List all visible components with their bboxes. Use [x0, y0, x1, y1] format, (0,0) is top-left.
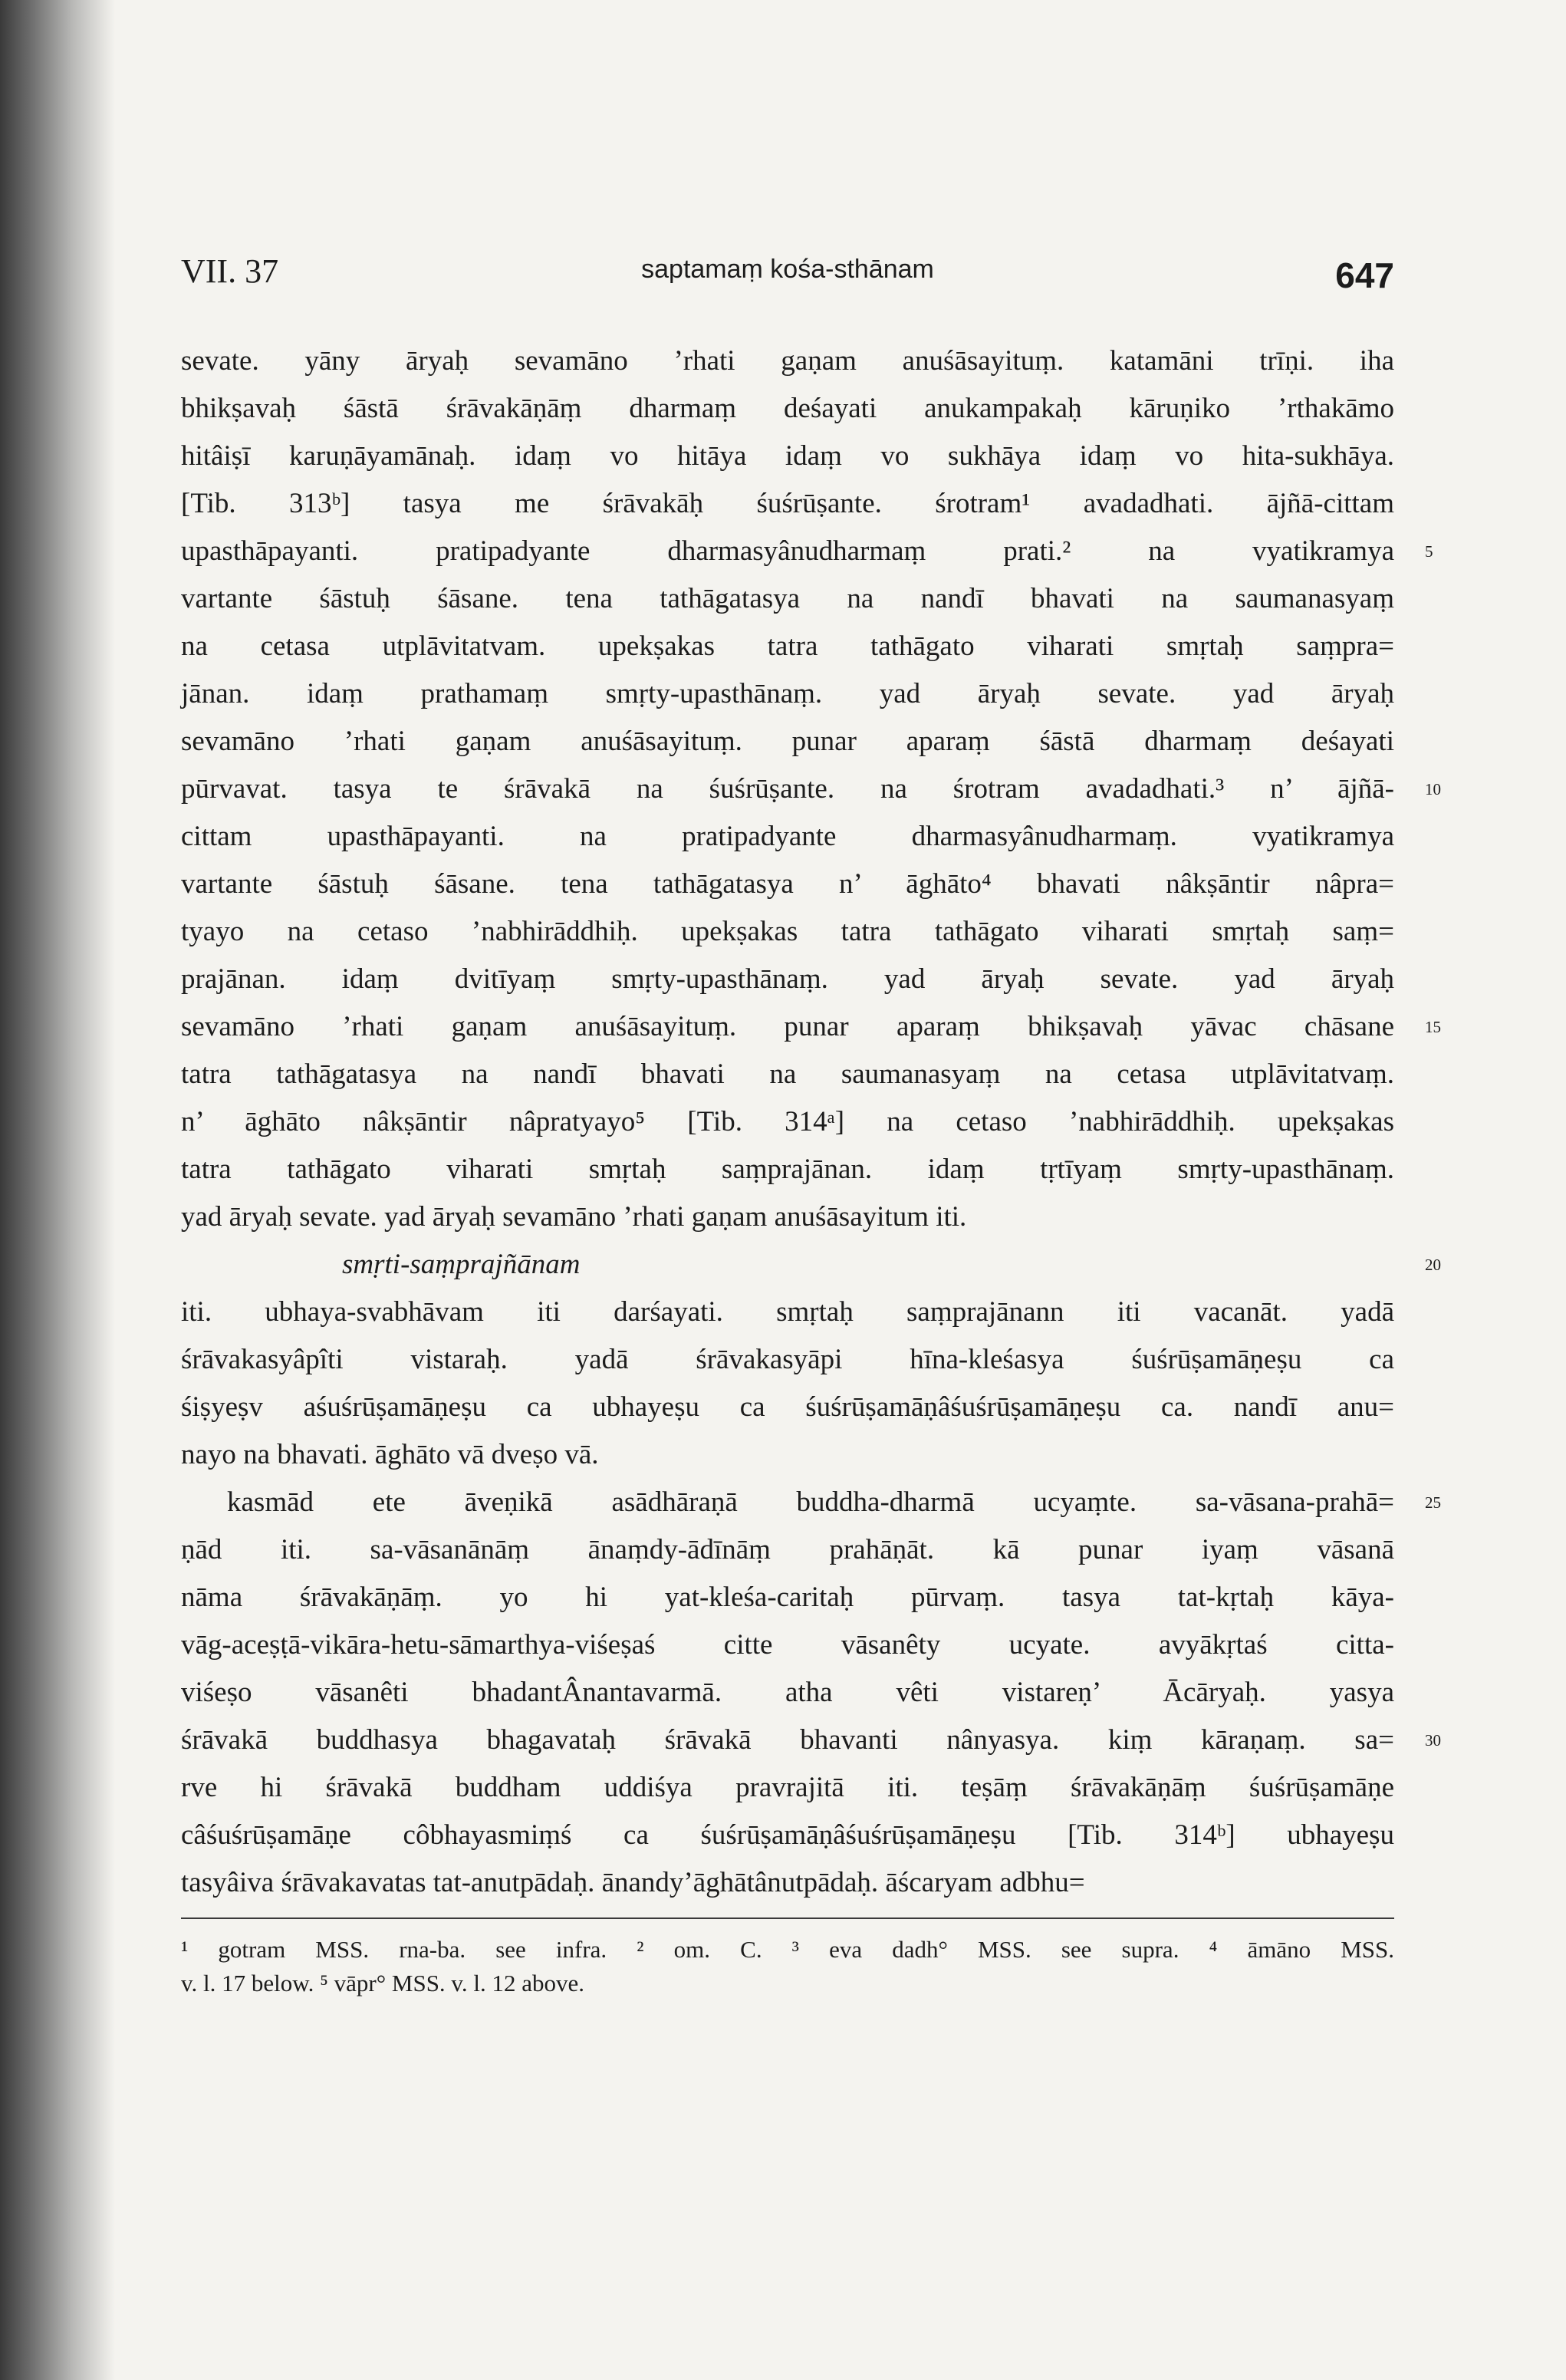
line-text: rve hi śrāvakā buddham uddiśya pravrajitā iti. teṣāṃ śrāvakāṇāṃ śuśrūṣamāṇe: [181, 1772, 1394, 1803]
line-text: śiṣyeṣv aśuśrūṣamāṇeṣu ca ubhayeṣu ca śuśrūṣamāṇâśuśrūṣamāṇeṣu ca. nandī anu=: [181, 1391, 1394, 1423]
text-line: [181, 1717, 1441, 1764]
line-text: pūrvavat. tasya te śrāvakā na śuśrūṣante. na śrotram avadadhati.³ n’ ājñā-: [181, 773, 1394, 805]
text-line: [181, 1098, 1394, 1146]
running-title: saptamaṃ kośa-sthānam: [641, 255, 934, 284]
line-text: jānan. idaṃ prathamaṃ smṛty-upasthānaṃ. yad āryaḥ sevate. yad āryaḥ: [181, 678, 1394, 709]
line-number: 10: [1425, 780, 1441, 798]
line-text: [Tib. 313ᵇ] tasya me śrāvakāḥ śuśrūṣante. śrotram¹ avadadhati. ājñā-cittam: [181, 488, 1394, 519]
line-text: hitâiṣī karuṇāyamānaḥ. idaṃ vo hitāya idaṃ vo sukhāya idaṃ vo hita-sukhāya.: [181, 440, 1394, 472]
text-line: [181, 1669, 1394, 1717]
line-text: vartante śāstuḥ śāsane. tena tathāgatasya na nandī bhavati na saumanasyaṃ: [181, 583, 1394, 614]
line-text: sevamāno ’rhati gaṇam anuśāsayituṃ. punar aparaṃ śāstā dharmaṃ deśayati: [181, 726, 1394, 757]
page-number: 647: [1335, 255, 1394, 295]
line-number: 25: [1425, 1493, 1441, 1512]
text-line: [181, 1479, 1441, 1526]
line-text: tatra tathāgato viharati smṛtaḥ saṃprajānan. idaṃ tṛtīyaṃ smṛty-upasthānaṃ.: [181, 1154, 1394, 1185]
line-text: tyayo na cetaso ’nabhirāddhiḥ. upekṣakas tatra tathāgato viharati smṛtaḥ saṃ=: [181, 916, 1394, 947]
text-line: [181, 1146, 1394, 1193]
line-text: kasmād ete āveṇikā asādhāraṇā buddha-dharmā ucyaṃte. sa-vāsana-prahā=: [227, 1486, 1394, 1518]
line-text: śrāvakā buddhasya bhagavataḥ śrāvakā bhavanti nânyasya. kiṃ kāraṇaṃ. sa=: [181, 1724, 1394, 1756]
chapter-number: VII. 37: [181, 252, 279, 290]
text-line: [181, 575, 1394, 623]
line-text: yad āryaḥ sevate. yad āryaḥ sevamāno ’rhati gaṇam anuśāsayitum iti.: [181, 1201, 967, 1233]
text-line: [181, 385, 1394, 433]
line-text: ṇād iti. sa-vāsanānāṃ ānaṃdy-ādīnāṃ prahāṇāt. kā punar iyaṃ vāsanā: [181, 1534, 1394, 1565]
line-number: 30: [1425, 1731, 1441, 1750]
text-line: [181, 337, 1394, 385]
line-text: vāg-aceṣṭā-vikāra-hetu-sāmarthya-viśeṣaś citte vāsanêty ucyate. avyākṛtaś citta-: [181, 1629, 1394, 1661]
text-line: [181, 670, 1394, 718]
text-line: [181, 1193, 1394, 1241]
text-line: [181, 718, 1394, 765]
footnotes: [181, 1933, 1394, 2000]
line-text: tasyâiva śrāvakavatas tat-anutpādaḥ. ānandy’āghātânutpādaḥ. āścaryam adbhu=: [181, 1867, 1085, 1898]
text-line: [181, 1431, 1394, 1479]
text-line: [181, 765, 1441, 813]
line-text: nayo na bhavati. āghāto vā dveṣo vā.: [181, 1439, 599, 1470]
line-text: câśuśrūṣamāṇe côbhayasmiṃś ca śuśrūṣamāṇâśuśrūṣamāṇeṣu [Tib. 314ᵇ] ubhayeṣu: [181, 1819, 1394, 1851]
line-number: 20: [1425, 1256, 1441, 1274]
line-text: viśeṣo vāsanêti bhadantÂnantavarmā. atha vêti vistareṇ’ Ācāryaḥ. yasya: [181, 1677, 1394, 1708]
text-line: [181, 623, 1394, 670]
text-line: [181, 1812, 1394, 1859]
text-line: [181, 1384, 1394, 1431]
line-text: sevamāno ’rhati gaṇam anuśāsayituṃ. punar aparaṃ bhikṣavaḥ yāvac chāsane: [181, 1011, 1394, 1042]
line-text: na cetasa utplāvitatvam. upekṣakas tatra tathāgato viharati smṛtaḥ saṃpra=: [181, 630, 1394, 662]
main-text: [181, 337, 1441, 1907]
text-line: [181, 1241, 1441, 1289]
text-line: [181, 528, 1433, 575]
line-text: smṛti-saṃprajñānam: [342, 1249, 581, 1280]
text-line: [181, 433, 1394, 480]
line-number: 5: [1425, 542, 1433, 561]
line-text: tatra tathāgatasya na nandī bhavati na saumanasyaṃ na cetasa utplāvitatvaṃ.: [181, 1058, 1394, 1090]
line-text: vartante śāstuḥ śāsane. tena tathāgatasya n’ āghāto⁴ bhavati nâkṣāntir nâpra=: [181, 868, 1394, 900]
line-text: nāma śrāvakāṇāṃ. yo hi yat-kleśa-caritaḥ pūrvaṃ. tasya tat-kṛtaḥ kāya-: [181, 1582, 1394, 1613]
text-line: [181, 861, 1394, 908]
footnote-line: v. l. 17 below. ⁵ vāpr° MSS. v. l. 12 above.: [181, 1970, 585, 1997]
footnote-line: ¹ gotram MSS. rna-ba. see infra. ² om. C. ³ eva dadh° MSS. see supra. ⁴ āmāno MSS.: [181, 1936, 1394, 1963]
text-line: [181, 1051, 1394, 1098]
text-line: [181, 908, 1394, 956]
line-number: 15: [1425, 1018, 1441, 1036]
footnote-rule: [181, 1917, 1394, 1919]
line-text: sevate. yāny āryaḥ sevamāno ’rhati gaṇam anuśāsayituṃ. katamāni trīṇi. iha: [181, 345, 1394, 377]
text-line: [181, 1526, 1394, 1574]
line-text: śrāvakasyâpîti vistaraḥ. yadā śrāvakasyāpi hīna-kleśasya śuśrūṣamāṇeṣu ca: [181, 1344, 1394, 1375]
text-line: [181, 1621, 1394, 1669]
text-line: [181, 1289, 1394, 1336]
text-line: [181, 956, 1394, 1003]
text-line: [181, 480, 1394, 528]
line-text: upasthāpayanti. pratipadyante dharmasyânudharmaṃ prati.² na vyatikramya: [181, 535, 1394, 567]
text-line: [181, 1003, 1441, 1051]
page-header: [181, 252, 1394, 305]
text-line: [181, 813, 1394, 861]
line-text: cittam upasthāpayanti. na pratipadyante dharmasyânudharmaṃ. vyatikramya: [181, 821, 1394, 852]
line-text: iti. ubhaya-svabhāvam iti darśayati. smṛtaḥ saṃprajānann iti vacanāt. yadā: [181, 1296, 1394, 1328]
line-text: prajānan. idaṃ dvitīyaṃ smṛty-upasthānaṃ. yad āryaḥ sevate. yad āryaḥ: [181, 963, 1394, 995]
line-text: bhikṣavaḥ śāstā śrāvakāṇāṃ dharmaṃ deśayati anukampakaḥ kāruṇiko ’rthakāmo: [181, 393, 1394, 424]
line-text: n’ āghāto nâkṣāntir nâpratyayo⁵ [Tib. 314ᵃ] na cetaso ’nabhirāddhiḥ. upekṣakas: [181, 1106, 1394, 1137]
text-line: [181, 1859, 1394, 1907]
text-line: [181, 1574, 1394, 1621]
text-line: [181, 1764, 1394, 1812]
text-line: [181, 1336, 1394, 1384]
